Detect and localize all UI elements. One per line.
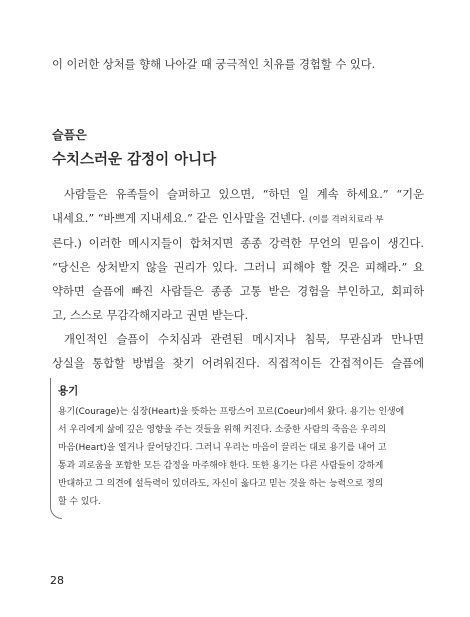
body-line: 고, 스스로 무감각해지라고 권면 받는다.	[52, 309, 249, 322]
body-line: 사람들은 유족들이 슬퍼하고 있으면, “하던 일 계속 하세요.” “기운	[64, 188, 424, 201]
body-line: “당신은 상처받지 않을 권리가 있다. 그러니 피해야 할 것은 피해라.” 요	[52, 261, 424, 274]
sidebar-box-title: 용기	[58, 385, 79, 397]
body-line: 른다.) 이러한 메시지들이 합쳐지면 종종 강력한 무언의 믿음이 생긴다.	[52, 237, 424, 250]
sidebar-box	[50, 378, 430, 518]
sidebar-box-line: 마음(Heart)을 열거나 끌어당긴다. 그러니 우리는 마음이 끌리는 대로 용기를 내어 고	[58, 443, 387, 453]
section-title: 수치스러운 감정이 아니다	[52, 151, 217, 168]
body-line	[52, 212, 424, 227]
body-note: (이를 격려치료라 부	[309, 215, 384, 225]
body-line: 상실을 통합할 방법을 찾기 어려워진다. 직접적이든 간접적이든 슬픔에	[52, 357, 424, 370]
body-text: 내세요.” “바쁘게 지내세요.” 같은 인사말을 건넨다.	[52, 212, 306, 225]
sidebar-box-line: 용기(Courage)는 심장(Heart)을 뜻하는 프랑스어 꼬르(Coeur)에서 왔다. 용기는 인생에	[58, 407, 405, 417]
intro-line: 이 이러한 상처를 향해 나아갈 때 궁극적인 치유를 경험할 수 있다.	[52, 58, 376, 71]
sidebar-box-line: 통과 괴로움을 포함한 모든 감정을 마주해야 한다. 또한 용기는 다른 사람들이 강하게	[58, 461, 384, 471]
section-label: 슬픔은	[52, 128, 87, 142]
sidebar-box-line: 할 수 있다.	[58, 497, 101, 507]
page-number: 28	[50, 574, 64, 587]
sidebar-box-line: 서 우리에게 삶에 깊은 영향을 주는 것들을 위해 커진다. 소중한 사람의 죽음은 우리의	[58, 425, 387, 435]
body-line: 약하면 슬픔에 빠진 사람들은 종종 고통 받은 경험을 부인하고, 회피하	[52, 285, 424, 298]
sidebar-box-line: 반대하고 그 의견에 설득력이 있더라도, 자신이 옳다고 믿는 것을 하는 능력으로 정의	[58, 479, 384, 489]
body-line: 개인적인 슬픔이 수치심과 관련된 메시지나 침묵, 무관심과 만나면	[64, 333, 424, 346]
